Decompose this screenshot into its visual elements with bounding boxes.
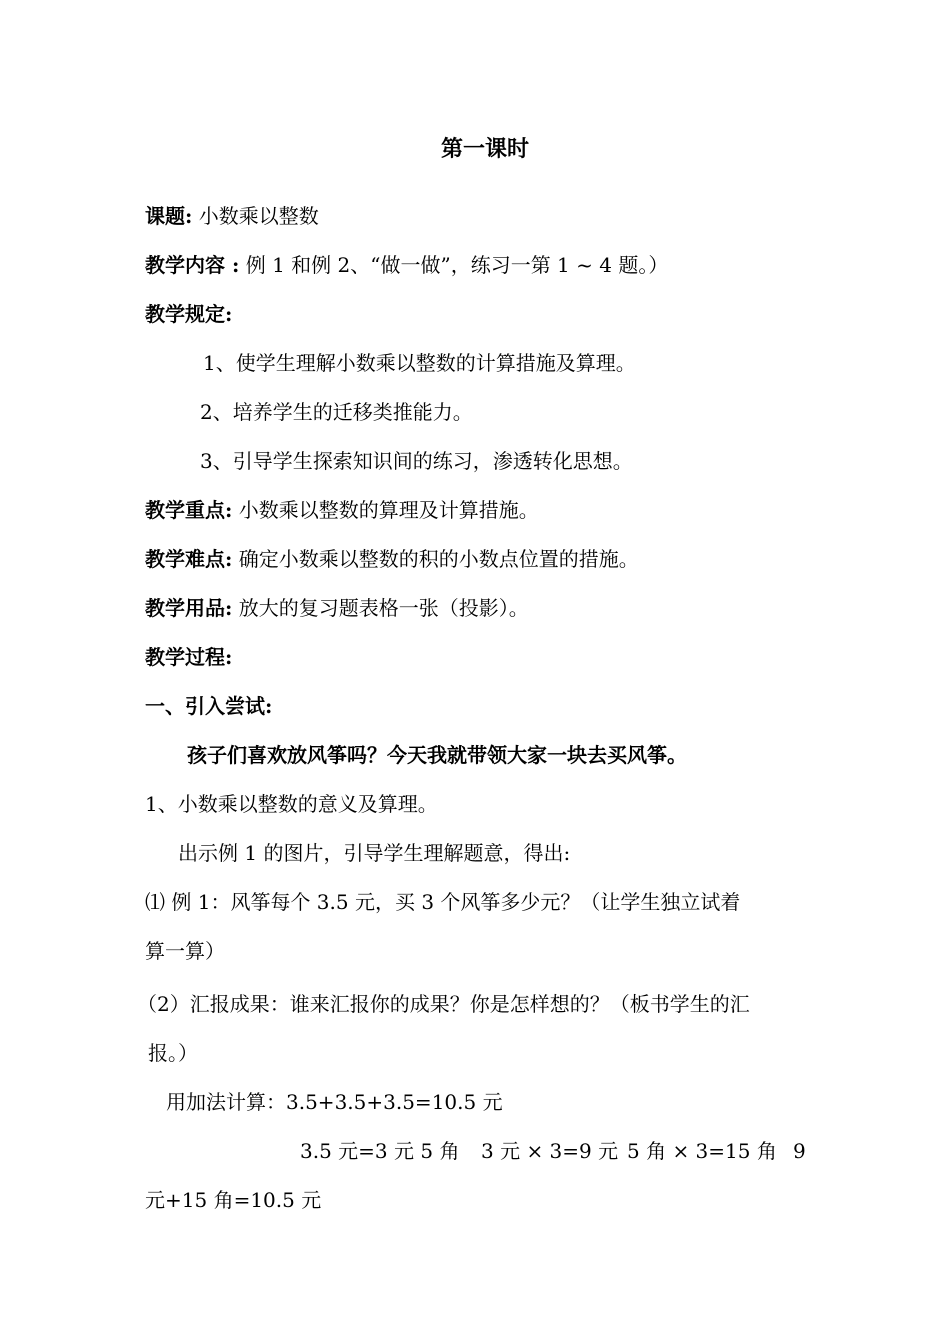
content-line [145,252,668,278]
topic-label: 课题: [145,204,193,228]
example-intro: 出示例 1 的图片，引导学生理解题意，得出: [178,841,571,865]
page-title: 第一课时 [441,136,530,162]
calculation-part-b: 3 元 × 3=9 元 [481,1139,619,1163]
calculation-line-3: 元+15 角=10.5 元 [145,1188,322,1212]
intro-text: 孩子们喜欢放风筝吗？今天我就带领大家一块去买风筝。 [187,743,687,767]
difficulty-label: 教学难点: [145,547,233,571]
difficulty-value: 确定小数乘以整数的积的小数点位置的措施。 [238,547,639,571]
materials-label: 教学用品: [145,596,233,620]
materials-value: 放大的复习题表格一张（投影）。 [238,596,529,620]
topic-line [145,203,319,229]
question-2-line-2: 报。） [148,1041,198,1065]
process-label: 教学过程: [145,645,233,669]
calculation-part-a: 3.5 元=3 元 5 角 [300,1139,460,1163]
requirements-label: 教学规定: [145,302,233,326]
requirement-item-2: 2、培养学生的迁移类推能力。 [200,400,473,424]
key-point-value: 小数乘以整数的算理及计算措施。 [238,498,539,522]
key-point-line [145,497,539,523]
calculation-line-1: 用加法计算：3.5+3.5+3.5=10.5 元 [166,1090,503,1114]
difficulty-line [145,546,639,572]
question-1-line-2: 算一算） [145,939,225,963]
content-label: 教学内容 : [145,253,240,277]
question-1-line-1: ⑴ 例 1：风筝每个 3.5 元，买 3 个风筝多少元？（让学生独立试着 [145,890,741,914]
calculation-part-c: 5 角 × 3=15 角 [627,1139,777,1163]
requirement-item-1: 1、使学生理解小数乘以整数的计算措施及算理。 [203,351,636,375]
question-2-line-1: （2）汇报成果：谁来汇报你的成果？你是怎样想的？（板书学生的汇 [137,992,750,1016]
topic-value: 小数乘以整数 [198,204,319,228]
materials-line [145,595,529,621]
content-value: 例 1 和例 2、“做一做”，练习一第 1 ~ 4 题。） [245,253,669,277]
subsection-heading: 1、小数乘以整数的意义及算理。 [145,792,438,816]
requirement-item-3: 3、引导学生探索知识间的练习，渗透转化思想。 [200,449,633,473]
calculation-part-d: 9 [793,1139,806,1163]
section-heading: 一、引入尝试: [145,694,273,718]
key-point-label: 教学重点: [145,498,233,522]
